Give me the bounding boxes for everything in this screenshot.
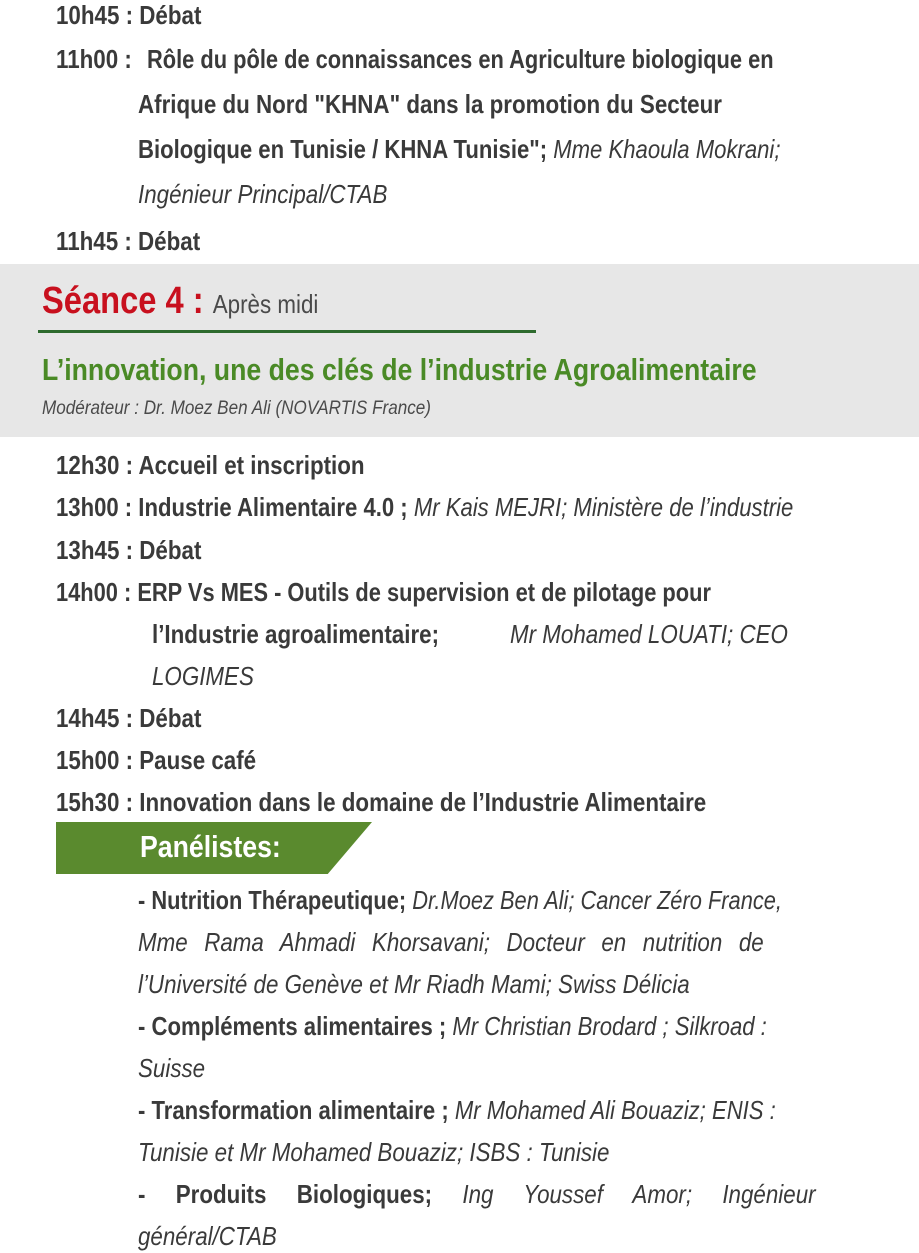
agenda-item-1145: 11h45 : Débat (56, 226, 201, 256)
agenda-item-1230: 12h30 : Accueil et inscription (56, 450, 365, 480)
panelist-4-line1: - Produits Biologiques; Ing Youssef Amor; Ingénieur (138, 1179, 816, 1209)
agenda-item-1530: 15h30 : Innovation dans le domaine de l’Industrie Alimentaire (56, 787, 707, 817)
panelist-1-line3: l’Université de Genève et Mr Riadh Mami; Swiss Délicia (138, 969, 690, 999)
session-theme: L’innovation, une des clés de l’industrie Agroalimentaire (42, 352, 757, 387)
agenda-item-1100-title-line2: Afrique du Nord "KHNA" dans la promotion du Secteur (138, 89, 722, 119)
panelist-2-line1: - Compléments alimentaires ; Mr Christian Brodard ; Silkroad : (138, 1011, 767, 1041)
agenda-item-1400-speaker: Mr Mohamed LOUATI; CEO (510, 619, 788, 649)
panelists-label: Panélistes: (140, 829, 281, 864)
panelist-1-line1: - Nutrition Thérapeutique; Dr.Moez Ben Ali; Cancer Zéro France, (138, 885, 782, 915)
session-subtitle: Après midi (212, 289, 319, 319)
panelist-2-line2: Suisse (138, 1053, 206, 1083)
agenda-item-1100-speaker-role: Ingénieur Principal/CTAB (138, 179, 388, 209)
session-divider (38, 330, 536, 333)
session-moderator: Modérateur : Dr. Moez Ben Ali (NOVARTIS France) (42, 398, 431, 419)
session-title: Séance 4 : Après midi (42, 280, 319, 322)
agenda-item-1445: 14h45 : Débat (56, 703, 202, 733)
agenda-item-1400-line1: 14h00 : ERP Vs MES - Outils de supervision et de pilotage pour (56, 577, 711, 607)
agenda-item-1400-line3: LOGIMES (152, 661, 254, 691)
agenda-item-1345: 13h45 : Débat (56, 535, 202, 565)
agenda-item-1500: 15h00 : Pause café (56, 745, 257, 775)
panelist-3-line2: Tunisie et Mr Mohamed Bouaziz; ISBS : Tunisie (138, 1137, 610, 1167)
agenda-item-1100-time: 11h00 : (56, 44, 132, 74)
agenda-item-1045: 10h45 : Débat (56, 0, 202, 30)
panelist-4-line2: général/CTAB (138, 1221, 277, 1251)
agenda-item-1100-speaker: Mme Khaoula Mokrani; (547, 134, 781, 164)
agenda-item-1300-speaker: Mr Kais MEJRI; Ministère de l’industrie (407, 492, 794, 522)
agenda-item-1100-title-line1: Rôle du pôle de connaissances en Agriculture biologique en (147, 44, 774, 74)
panelist-1-line2: Mme Rama Ahmadi Khorsavani; Docteur en nutrition de (138, 927, 764, 957)
agenda-item-1100-title-line3: Biologique en Tunisie / KHNA Tunisie"; Mme Khaoula Mokrani; (138, 134, 781, 164)
panelist-3-line1: - Transformation alimentaire ; Mr Mohamed Ali Bouaziz; ENIS : (138, 1095, 776, 1125)
agenda-item-1300: 13h00 : Industrie Alimentaire 4.0 ; Mr Kais MEJRI; Ministère de l’industrie (56, 492, 794, 522)
